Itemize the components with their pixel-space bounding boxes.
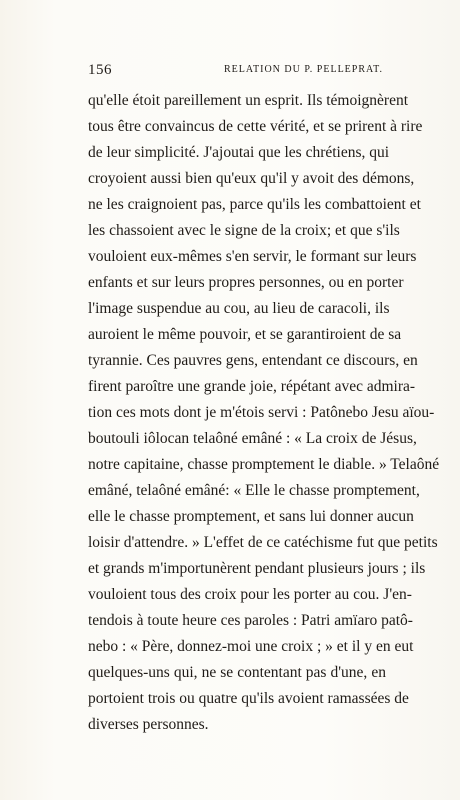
text-line: les chassoient avec le signe de la croix; et que s'ils (88, 222, 400, 239)
text-line: de leur simplicité. J'ajoutai que les chrétiens, qui (88, 144, 390, 161)
text-line: croyoient aussi bien qu'eux qu'il y avoit des démons, (88, 170, 415, 187)
text-line: vouloient eux-mêmes s'en servir, le formant sur leurs (88, 248, 417, 265)
text-line: l'image suspendue au cou, au lieu de caracoli, ils (88, 300, 390, 317)
text-line: tion ces mots dont je m'étois servi : Patônebo Jesu aïou- (88, 404, 435, 421)
running-head: RELATION DU P. PELLEPRAT. (224, 64, 383, 75)
page-number: 156 (88, 62, 112, 78)
text-line: qu'elle étoit pareillement un esprit. Ils témoignèrent (88, 92, 409, 109)
text-line: quelques-uns qui, ne se contentant pas d'une, en (88, 664, 386, 681)
text-line: loisir d'attendre. » L'effet de ce catéchisme fut que petits (88, 534, 438, 551)
body-text (88, 88, 440, 738)
text-line: vouloient tous des croix pour les porter au cou. J'en- (88, 586, 412, 603)
text-line: firent paroître une grande joie, répétant avec admira- (88, 378, 416, 395)
text-line: tendois à toute heure ces paroles : Patri amïaro patô- (88, 612, 413, 629)
text-line: tous être convaincus de cette vérité, et se prirent à rire (88, 118, 423, 135)
text-line: notre capitaine, chasse promptement le diable. » Telaôné (88, 456, 440, 473)
text-line: portoient trois ou quatre qu'ils avoient ramassées de (88, 690, 409, 707)
text-line: tyrannie. Ces pauvres gens, entendant ce discours, en (88, 352, 418, 369)
text-line: emâné, telaôné emâné: « Elle le chasse promptement, (88, 482, 420, 499)
text-line: nebo : « Père, donnez-moi une croix ; » et il y en eut (88, 638, 414, 655)
text-line: enfants et sur leurs propres personnes, ou en porter (88, 274, 404, 291)
text-line: auroient le même pouvoir, et se garantiroient de sa (88, 326, 402, 343)
text-line: diverses personnes. (88, 716, 209, 733)
text-line: boutouli iôlocan telaôné emâné : « La croix de Jésus, (88, 430, 417, 447)
page-header (88, 62, 383, 82)
text-line: et grands m'importunèrent pendant plusieurs jours ; ils (88, 560, 426, 577)
text-line: elle le chasse promptement, et sans lui donner aucun (88, 508, 414, 525)
text-line: ne les craignoient pas, parce qu'ils les combattoient et (88, 196, 421, 213)
